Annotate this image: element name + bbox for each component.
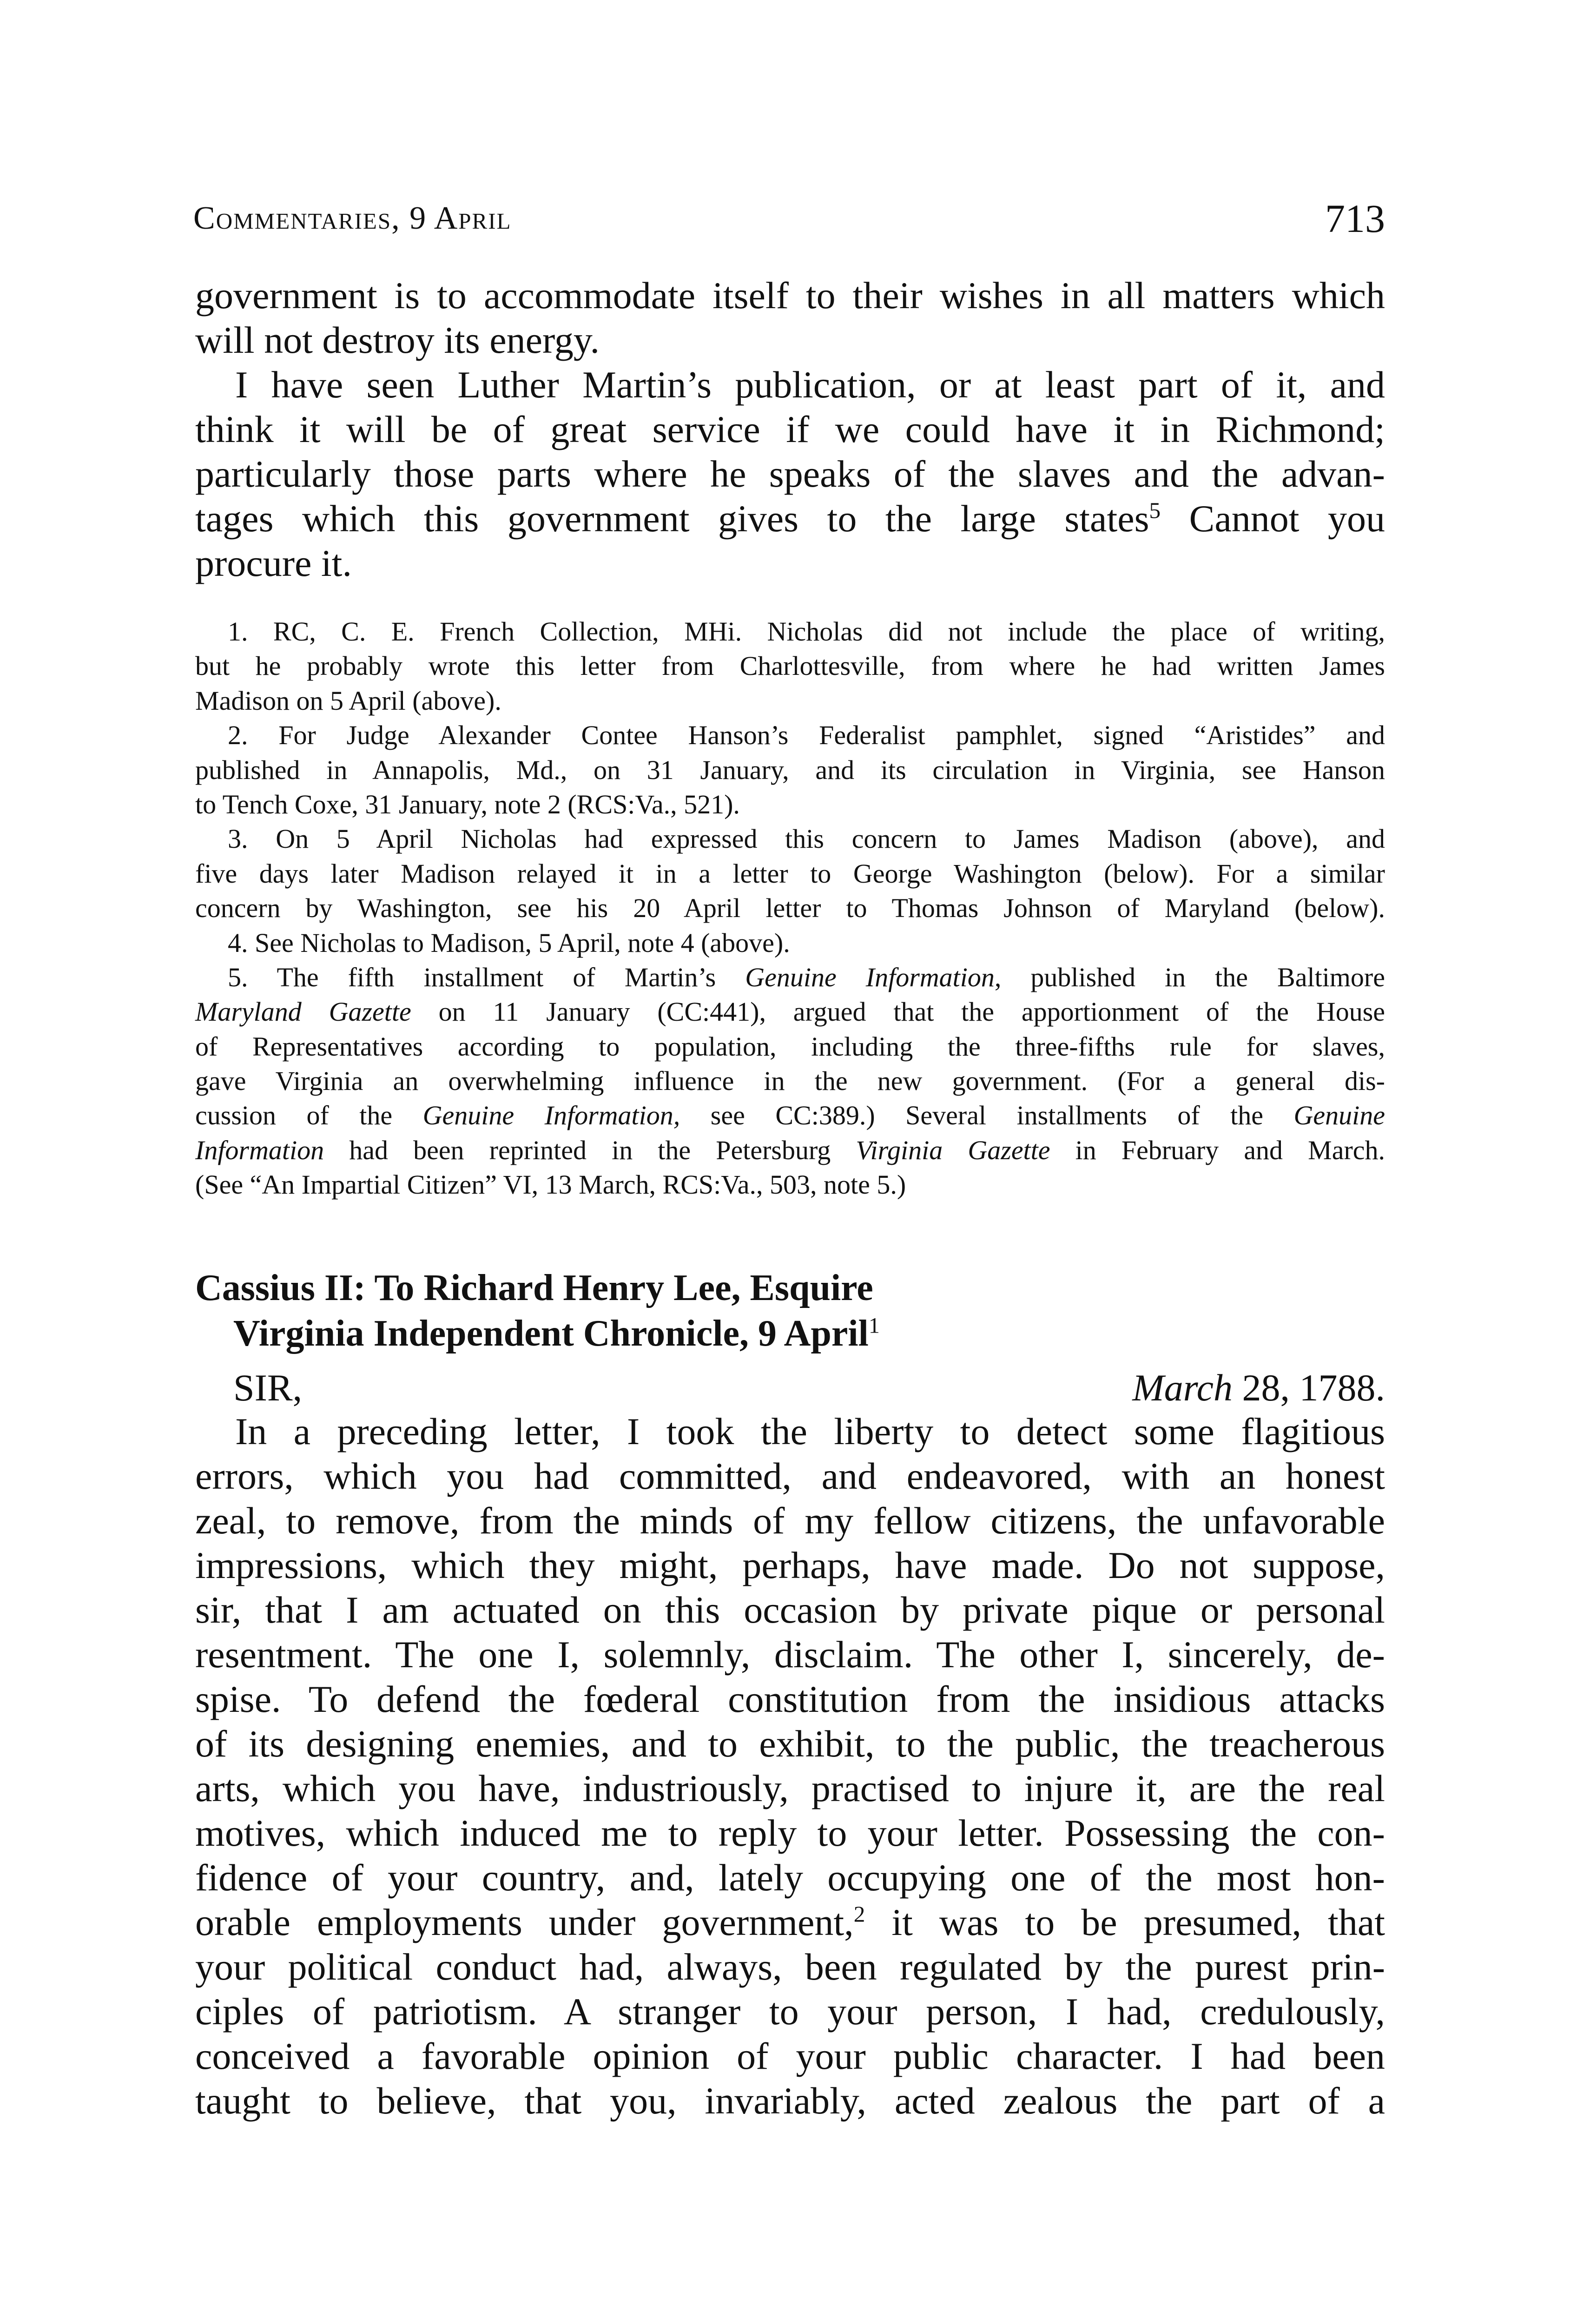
article-body bbox=[195, 1409, 1385, 2123]
salutation: SIR, bbox=[233, 1367, 303, 1409]
text-line: fidence of your country, and, lately occupying one of the most hon- bbox=[195, 1856, 1385, 1899]
footnote-line: (See “An Impartial Citizen” VI, 13 March, RCS:Va., 503, note 5.) bbox=[195, 1169, 906, 1200]
text-line: of its designing enemies, and to exhibit, to the public, the treacherous bbox=[195, 1723, 1385, 1765]
text-line: sir, that I am actuated on this occasion by private pique or personal bbox=[195, 1589, 1385, 1631]
text-segment: , published in the Baltimore bbox=[994, 962, 1385, 992]
text-line bbox=[195, 496, 1385, 541]
footnote-ref: 5 bbox=[1149, 497, 1161, 523]
text-segment: it was to be presumed, that bbox=[891, 1901, 1385, 1943]
date-month: March bbox=[1132, 1367, 1233, 1409]
footnote-line: 2. For Judge Alexander Contee Hanson’s Federalist pamphlet, signed “Aristides” and bbox=[228, 720, 1385, 751]
article-title bbox=[195, 1265, 1385, 1356]
text-line: arts, which you have, industriously, practised to injure it, are the real bbox=[195, 1767, 1385, 1809]
text-line: resentment. The one I, solemnly, disclaim. The other I, sincerely, de- bbox=[195, 1633, 1385, 1676]
text-line: government is to accommodate itself to their wishes in all matters which bbox=[195, 274, 1385, 317]
footnote-line: but he probably wrote this letter from Charlottesville, from where he had written James bbox=[195, 651, 1385, 681]
running-head: Commentaries, 9 April bbox=[193, 200, 512, 236]
text-line bbox=[195, 1900, 1385, 1945]
italic-title: Genuine Information bbox=[745, 962, 995, 992]
footnote-line bbox=[195, 1098, 1385, 1133]
title-line-1: Cassius II: To Richard Henry Lee, Esquire bbox=[195, 1268, 873, 1308]
text-segment: tages which this government gives to the large states bbox=[195, 497, 1149, 540]
italic-title: Genuine bbox=[1293, 1100, 1385, 1131]
text-segment: in February and March. bbox=[1075, 1135, 1385, 1165]
footnote-line: to Tench Coxe, 31 January, note 2 (RCS:Va., 521). bbox=[195, 789, 740, 819]
dateline bbox=[1132, 1366, 1385, 1410]
footnote-line bbox=[195, 960, 1385, 995]
italic-title: Information bbox=[195, 1135, 324, 1165]
text-line: particularly those parts where he speaks of the slaves and the advan- bbox=[195, 453, 1385, 495]
date-rest: 28, 1788. bbox=[1233, 1367, 1385, 1409]
salutation-row bbox=[233, 1366, 1385, 1410]
text-line: spise. To defend the fœderal constitution from the insidious attacks bbox=[195, 1678, 1385, 1720]
text-segment: see CC:389.) Several installments of the bbox=[710, 1100, 1264, 1131]
text-line: I have seen Luther Martin’s publication, or at least part of it, and bbox=[235, 363, 1385, 406]
text-segment: cussion of the bbox=[195, 1100, 393, 1131]
footnote-line: 1. RC, C. E. French Collection, MHi. Nicholas did not include the place of writing, bbox=[228, 616, 1385, 647]
text-segment: on 11 January (CC:441), argued that the apportionment of the House bbox=[438, 997, 1385, 1027]
text-line: In a preceding letter, I took the liberty to detect some flagitious bbox=[235, 1410, 1385, 1452]
footnotes bbox=[195, 614, 1385, 1202]
text-line: errors, which you had committed, and endeavored, with an honest bbox=[195, 1455, 1385, 1497]
text-line: ciples of patriotism. A stranger to your person, I had, credulously, bbox=[195, 1990, 1385, 2033]
letter-continuation bbox=[195, 273, 1385, 586]
text-segment: orable employments under government, bbox=[195, 1901, 854, 1943]
title-line-2 bbox=[195, 1311, 1385, 1356]
italic-title: Maryland Gazette bbox=[195, 997, 411, 1027]
text-segment: had been reprinted in the Petersburg bbox=[349, 1135, 831, 1165]
text-line: taught to believe, that you, invariably, acted zealous the part of a bbox=[195, 2080, 1385, 2122]
italic-title: Genuine Information, bbox=[422, 1100, 680, 1131]
text-line: think it will be of great service if we could have it in Richmond; bbox=[195, 408, 1385, 450]
footnote-line: 4. See Nicholas to Madison, 5 April, note 4 (above). bbox=[228, 927, 790, 958]
footnote-ref: 1 bbox=[868, 1313, 880, 1338]
text-line: will not destroy its energy. bbox=[195, 319, 600, 361]
page-header bbox=[193, 195, 1385, 246]
text-segment: Cannot you bbox=[1189, 497, 1385, 540]
footnote-line: gave Virginia an overwhelming influence in the new government. (For a general dis- bbox=[195, 1066, 1385, 1096]
footnote-line: concern by Washington, see his 20 April letter to Thomas Johnson of Maryland (below). bbox=[195, 893, 1385, 924]
text-line: procure it. bbox=[195, 542, 352, 584]
text-line: motives, which induced me to reply to your letter. Possessing the con- bbox=[195, 1812, 1385, 1854]
footnote-line bbox=[195, 995, 1385, 1029]
footnote-line: published in Annapolis, Md., on 31 January, and its circulation in Virginia, see Hanson bbox=[195, 754, 1385, 785]
footnote-line bbox=[195, 1133, 1385, 1168]
text-line: conceived a favorable opinion of your public character. I had been bbox=[195, 2035, 1385, 2077]
footnote-line: five days later Madison relayed it in a letter to George Washington (below). For a similar bbox=[195, 858, 1385, 889]
page-number: 713 bbox=[1325, 196, 1385, 241]
text-line: your political conduct had, always, been regulated by the purest prin- bbox=[195, 1946, 1385, 1988]
text-line: zeal, to remove, from the minds of my fellow citizens, the unfavorable bbox=[195, 1499, 1385, 1542]
italic-title: Virginia Gazette bbox=[856, 1135, 1050, 1165]
text-segment: 5. The fifth installment of Martin’s bbox=[228, 962, 716, 992]
footnote-line: of Representatives according to population, including the three-fifths rule for slaves, bbox=[195, 1031, 1385, 1062]
footnote-ref: 2 bbox=[853, 1901, 865, 1927]
text-line: impressions, which they might, perhaps, have made. Do not suppose, bbox=[195, 1544, 1385, 1586]
footnote-line: Madison on 5 April (above). bbox=[195, 685, 501, 716]
footnote-line: 3. On 5 April Nicholas had expressed this concern to James Madison (above), and bbox=[228, 824, 1385, 854]
text-segment: Virginia Independent Chronicle, 9 April bbox=[233, 1313, 869, 1354]
